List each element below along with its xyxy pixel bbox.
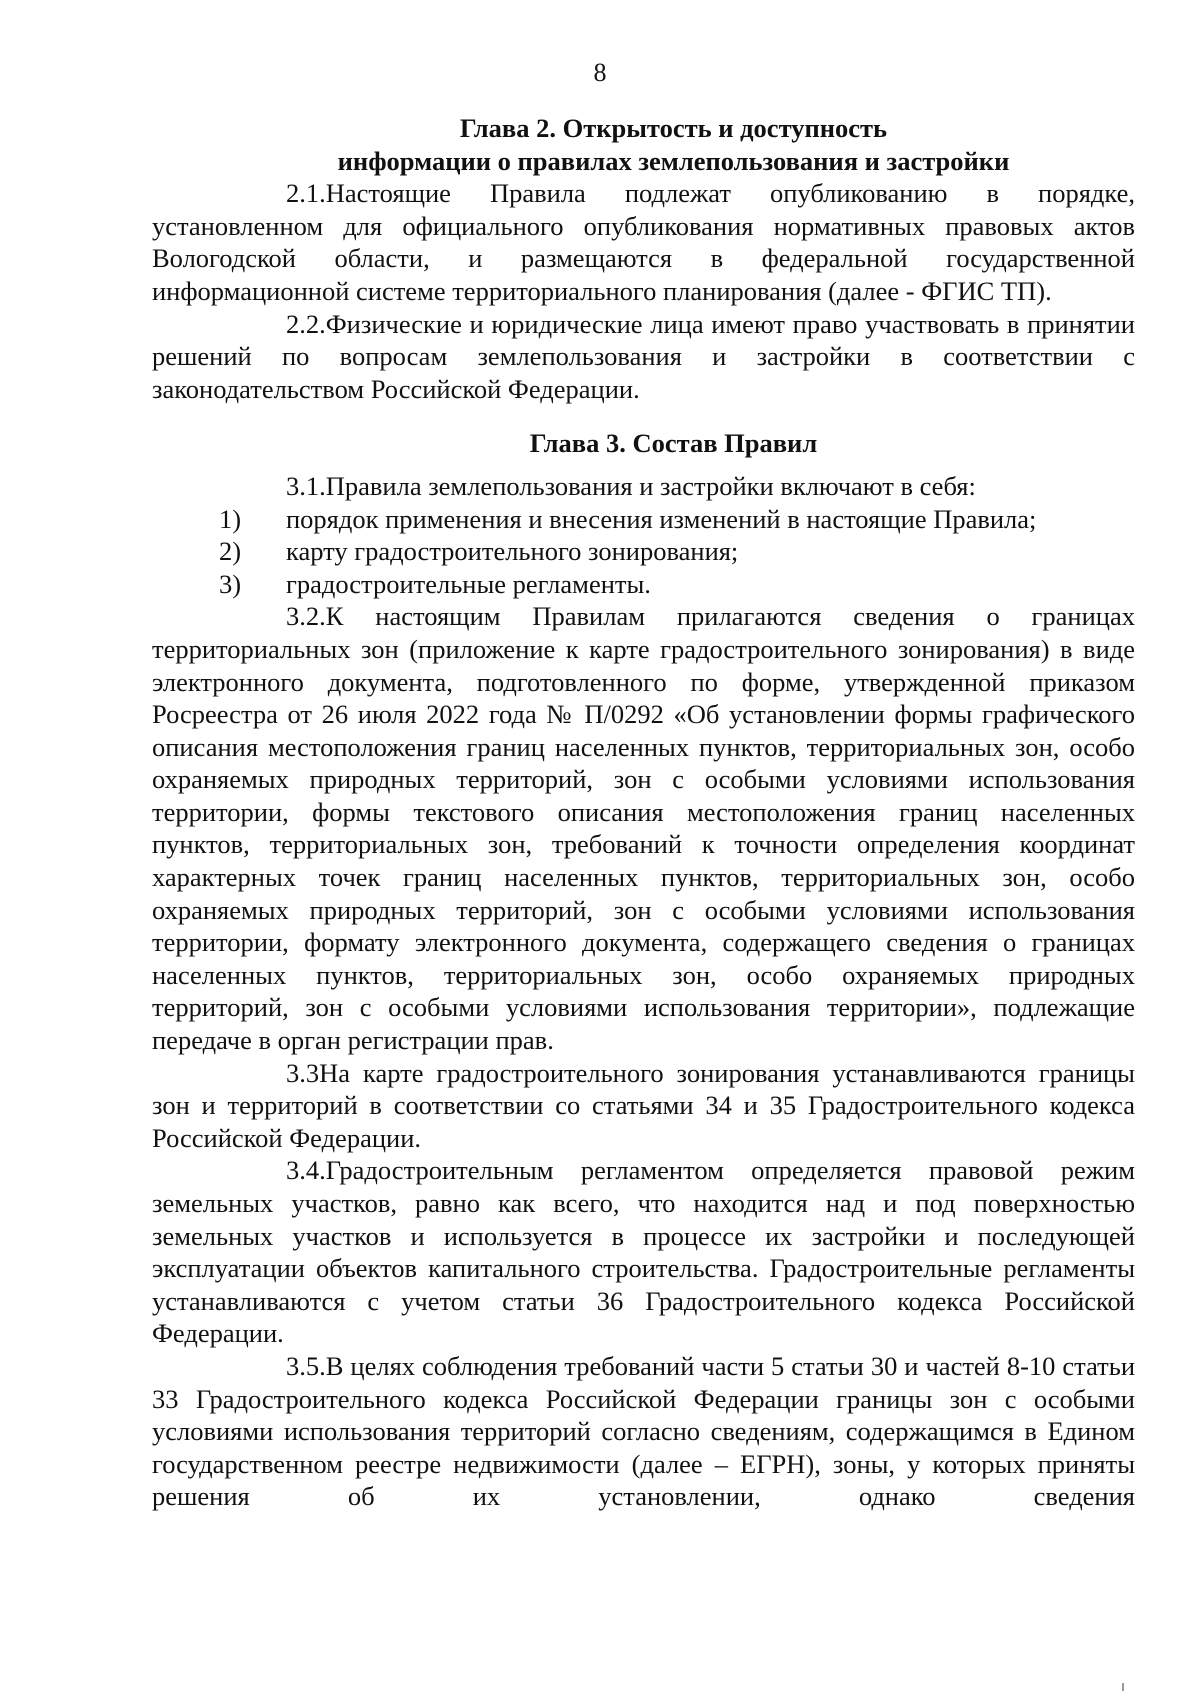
chapter-2-title-line-2: информации о правилах землепользования и застройки bbox=[337, 145, 1010, 176]
paragraph-number: 3.4. bbox=[286, 1155, 326, 1186]
list-item-text: карту градостроительного зонирования; bbox=[286, 536, 739, 567]
paragraph-text: На карте градостроительного зонирования устанавливаются границы зон и территорий в соответствии со статьями 34 и 35 Градостроительного кодекса Российской Федерации. bbox=[152, 1057, 1135, 1153]
scan-edge-mark bbox=[1122, 1683, 1124, 1691]
paragraph-text: К настоящим Правилам прилагаются сведения о границах территориальных зон (приложение к карте градостроительного зонирования) в виде электронного документа, подготовленного по форме, утвержденной приказом Росреестра от 26 июля 2022 года № П/0292 «Об установлении формы графического описания местоположения границ населенных пунктов, территориальных зон, особо охраняемых природных территорий, зон с особыми условиями использования территории, формы текстового описания местоположения границ населенных пунктов, территориальных зон, требований к точности определения координат характерных точек границ населенных пунктов, территориальных зон, особо охраняемых природных территорий, зон с особыми условиями использования территории, формату электронного документа, содержащего сведения о границах населенных пунктов, территориальных зон, особо охраняемых природных территорий, зон с особыми условиями использования территории», подлежащие передаче в орган регистрации прав. bbox=[152, 601, 1135, 1056]
list-item-2 bbox=[152, 535, 1135, 568]
paragraph-3-4 bbox=[152, 1154, 1135, 1350]
list-item-text: градостроительные регламенты. bbox=[286, 568, 651, 599]
paragraph-text: Физические и юридические лица имеют право участвовать в принятии решений по вопросам землепользования и застройки в соответствии с законодательством Российской Федерации. bbox=[152, 308, 1135, 404]
paragraph-2-2 bbox=[152, 308, 1135, 406]
paragraph-number: 3.2. bbox=[286, 601, 326, 632]
chapter-3-heading bbox=[152, 427, 1135, 460]
paragraph-3-1 bbox=[152, 470, 1135, 503]
paragraph-text: Правила землепользования и застройки включают в себя: bbox=[325, 470, 976, 501]
paragraph-number: 2.1. bbox=[286, 178, 326, 209]
page-number: 8 bbox=[593, 58, 607, 87]
paragraph-number: 2.2. bbox=[286, 308, 326, 339]
list-item-text: порядок применения и внесения изменений в настоящие Правила; bbox=[286, 503, 1037, 534]
paragraph-number: 3.1. bbox=[286, 470, 326, 501]
chapter-3-title: Глава 3. Состав Правил bbox=[529, 428, 818, 459]
paragraph-text: Градостроительным регламентом определяется правовой режим земельных участков, равно как всего, что находится над и под поверхностью земельных участков и используется в процессе их застройки и последующей эксплуатации объектов капитального строительства. Градостроительные регламенты устанавливаются с учетом статьи 36 Градостроительного кодекса Российской Федерации. bbox=[152, 1155, 1135, 1349]
list-item-1 bbox=[152, 503, 1135, 536]
list-item-number: 1) bbox=[219, 503, 242, 534]
paragraph-text: В целях соблюдения требований части 5 статьи 30 и частей 8-10 статьи 33 Градостроительного кодекса Российской Федерации границы зон с особыми условиями использования территорий согласно сведениям, содержащимся в Едином государственном реестре недвижимости (далее – ЕГРН), зоны, у которых приняты решения об их установлении, однако сведения bbox=[152, 1350, 1135, 1512]
list-item-number: 3) bbox=[219, 568, 242, 599]
paragraph-2-1 bbox=[152, 177, 1135, 307]
paragraph-3-5 bbox=[152, 1350, 1135, 1513]
paragraph-3-3 bbox=[152, 1057, 1135, 1155]
paragraph-number: 3.5. bbox=[286, 1350, 326, 1381]
paragraph-3-2 bbox=[152, 600, 1135, 1056]
list-item-3 bbox=[152, 568, 1135, 601]
list-item-number: 2) bbox=[219, 536, 242, 567]
document-body bbox=[152, 112, 1135, 1513]
paragraph-text: Настоящие Правила подлежат опубликованию в порядке, установленном для официального опубликования нормативных правовых актов Вологодской области, и размещаются в федеральной государственной информационной системе территориального планирования (далее - ФГИС ТП). bbox=[152, 178, 1135, 306]
paragraph-number: 3.3 bbox=[286, 1057, 320, 1088]
chapter-2-heading bbox=[152, 112, 1135, 177]
chapter-2-title-line-1: Глава 2. Открытость и доступность bbox=[459, 113, 888, 143]
